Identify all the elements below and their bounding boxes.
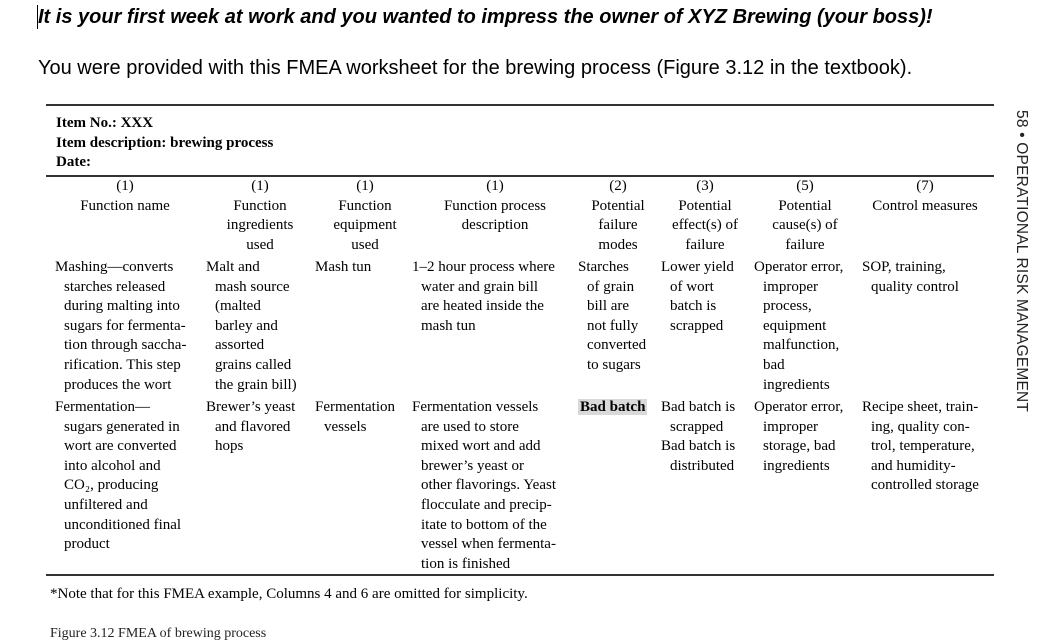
row-mashing-function-name: Mashing—converts starches released during malting into sugars for fermenta- tion through saccha- rification. This step produces the wort	[55, 259, 187, 393]
row-mashing-equipment: Mash tun	[315, 259, 372, 275]
row-mashing-ingredients: Malt and mash source (malted barley and assorted grains called the grain bill)	[206, 259, 297, 393]
row-fermentation-ingredients: Brewer’s yeast and flavored hops	[206, 399, 296, 455]
item-number: Item No.: XXX	[56, 115, 154, 131]
row-mashing-controls: SOP, training, quality control	[862, 259, 959, 295]
figure-caption: Figure 3.12 FMEA of brewing process	[50, 626, 267, 641]
column-header-control-measures: (7) Control measures	[872, 178, 978, 214]
row-fermentation-controls: Recipe sheet, train- ing, quality con- trol, temperature, and humidity- controlled storage	[862, 399, 979, 494]
row-mashing-description: 1–2 hour process where water and grain bill are heated inside the mash tun	[412, 259, 555, 334]
row-fermentation-causes: Operator error, improper storage, bad ingredients	[754, 399, 844, 474]
intro-subheading: You were provided with this FMEA worksheet for the brewing process (Figure 3.12 in the textbook).	[38, 57, 913, 79]
item-date: Date:	[56, 154, 91, 170]
bottom-rule	[46, 574, 994, 576]
column-header-causes: (5) Potential cause(s) of failure	[772, 178, 838, 253]
column-header-ingredients: (1) Function ingredients used	[226, 178, 294, 253]
row-fermentation-effects: Bad batch is scrapped Bad batch is distributed	[661, 399, 736, 474]
column-header-equipment: (1) Function equipment used	[333, 178, 397, 253]
row-fermentation-description: Fermentation vessels are used to store mixed wort and add brewer’s yeast or other flavorings. Yeast flocculate and precip- itate to bottom of the vessel when fermenta- tion is finished	[412, 399, 556, 572]
top-rule	[46, 104, 994, 106]
row-fermentation-equipment: Fermentation vessels	[315, 399, 395, 435]
intro-heading: It is your first week at work and you wanted to impress the owner of XYZ Brewing (your boss)!	[38, 6, 933, 28]
column-header-effects: (3) Potential effect(s) of failure	[672, 178, 738, 253]
item-description: Item description: brewing process	[56, 135, 274, 151]
column-header-process-description: (1) Function process description	[443, 178, 547, 234]
row-fermentation-failure-modes	[578, 398, 647, 418]
running-header: 58 • OPERATIONAL RISK MANAGEMENT	[1013, 110, 1030, 413]
footnote: *Note that for this FMEA example, Columns 4 and 6 are omitted for simplicity.	[50, 586, 528, 602]
column-header-failure-modes: (2) Potential failure modes	[591, 178, 645, 253]
row-mashing-causes: Operator error, improper process, equipment malfunction, bad ingredients	[754, 259, 844, 393]
row-mashing-failure-modes: Starches of grain bill are not fully converted to sugars	[578, 259, 647, 373]
row-mashing-effects: Lower yield of wort batch is scrapped	[661, 259, 734, 334]
column-header-function-name: (1) Function name	[80, 178, 170, 214]
highlighted-failure-mode: Bad batch	[580, 399, 646, 415]
row-fermentation-function-name: Fermentation— sugars generated in wort are converted into alcohol and CO₂, producing unfiltered and unconditioned final product	[55, 399, 182, 553]
